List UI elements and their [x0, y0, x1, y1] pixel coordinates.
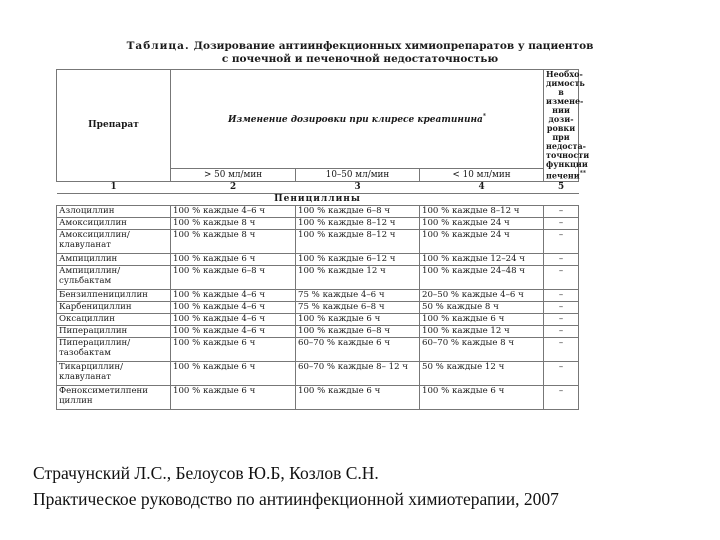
header-drug: Препарат	[57, 70, 171, 182]
dose-10-50: 100 % каждые 6–8 ч	[296, 325, 420, 337]
drug-name: Карбенициллин	[57, 301, 171, 313]
header-hepatic-adjustment: Необхо- димость в измене- нии дози- ровки при недоста- точности функции печени**	[544, 70, 579, 182]
column-number: 1	[57, 181, 171, 193]
drug-name: Тикарциллин/ клавуланат	[57, 361, 171, 385]
hepatic-adjustment: –	[544, 217, 579, 229]
dose-10-50: 60–70 % каждые 6 ч	[296, 337, 420, 361]
drug-name: Бензилпенициллин	[57, 289, 171, 301]
citation	[33, 460, 693, 512]
dose-lt10: 60–70 % каждые 8 ч	[420, 337, 544, 361]
section-title: Пенициллины	[57, 193, 579, 205]
header-crcl-gt50: > 50 мл/мин	[171, 168, 296, 181]
dose-gt50: 100 % каждые 6 ч	[171, 361, 296, 385]
table-row	[57, 313, 579, 325]
hepatic-adjustment: –	[544, 205, 579, 217]
dose-10-50: 75 % каждые 6–8 ч	[296, 301, 420, 313]
dose-lt10: 100 % каждые 6 ч	[420, 385, 544, 409]
table-row	[57, 289, 579, 301]
dose-gt50: 100 % каждые 6 ч	[171, 385, 296, 409]
dose-10-50: 100 % каждые 8–12 ч	[296, 229, 420, 253]
drug-name: Амоксициллин/ клавуланат	[57, 229, 171, 253]
dose-lt10: 100 % каждые 24–48 ч	[420, 265, 544, 289]
dose-lt10: 20–50 % каждые 4–6 ч	[420, 289, 544, 301]
dose-lt10: 100 % каждые 24 ч	[420, 229, 544, 253]
table-row	[57, 337, 579, 361]
column-number: 5	[544, 181, 579, 193]
hepatic-adjustment: –	[544, 361, 579, 385]
dose-gt50: 100 % каждые 4–6 ч	[171, 301, 296, 313]
table-row	[57, 205, 579, 217]
dose-gt50: 100 % каждые 8 ч	[171, 217, 296, 229]
drug-name: Пиперациллин/ тазобактам	[57, 337, 171, 361]
column-numbers-row	[57, 181, 579, 193]
drug-name: Ампициллин/ сульбактам	[57, 265, 171, 289]
hepatic-adjustment: –	[544, 301, 579, 313]
dose-10-50: 100 % каждые 6 ч	[296, 313, 420, 325]
column-number: 3	[296, 181, 420, 193]
table-row	[57, 265, 579, 289]
caption-line-1: Дозирование антиинфекционных химиопрепаратов у пациентов	[193, 40, 594, 52]
hepatic-adjustment: –	[544, 253, 579, 265]
header-crcl-lt10: < 10 мл/мин	[420, 168, 544, 181]
dose-10-50: 75 % каждые 4–6 ч	[296, 289, 420, 301]
dose-10-50: 100 % каждые 6–8 ч	[296, 205, 420, 217]
dose-lt10: 100 % каждые 8–12 ч	[420, 205, 544, 217]
drug-name: Амоксициллин	[57, 217, 171, 229]
table-row	[57, 217, 579, 229]
dose-gt50: 100 % каждые 4–6 ч	[171, 325, 296, 337]
dose-lt10: 100 % каждые 12 ч	[420, 325, 544, 337]
dose-10-50: 100 % каждые 12 ч	[296, 265, 420, 289]
header-crcl-10-50: 10–50 мл/мин	[296, 168, 420, 181]
dose-10-50: 100 % каждые 8–12 ч	[296, 217, 420, 229]
citation-authors: Страчунский Л.С., Белоусов Ю.Б, Козлов С.Н.	[33, 463, 379, 483]
dose-lt10: 50 % каждые 12 ч	[420, 361, 544, 385]
dose-gt50: 100 % каждые 6 ч	[171, 253, 296, 265]
column-number: 4	[420, 181, 544, 193]
section-row	[57, 193, 579, 205]
drug-name: Ампициллин	[57, 253, 171, 265]
table-row	[57, 325, 579, 337]
hepatic-adjustment: –	[544, 325, 579, 337]
table-caption	[100, 40, 620, 66]
dose-10-50: 100 % каждые 6 ч	[296, 385, 420, 409]
drug-name: Феноксиметилпени циллин	[57, 385, 171, 409]
column-number: 2	[171, 181, 296, 193]
table-row	[57, 361, 579, 385]
hepatic-adjustment: –	[544, 229, 579, 253]
hepatic-adjustment: –	[544, 385, 579, 409]
dosing-table	[56, 69, 590, 410]
header-dose-change: Изменение дозировки при клиресе креатинина*	[171, 70, 544, 169]
hepatic-adjustment: –	[544, 313, 579, 325]
table-row	[57, 301, 579, 313]
table-row	[57, 229, 579, 253]
dose-10-50: 60–70 % каждые 8– 12 ч	[296, 361, 420, 385]
table-row	[57, 253, 579, 265]
caption-label: Таблица.	[126, 40, 190, 52]
hepatic-adjustment: –	[544, 265, 579, 289]
dose-gt50: 100 % каждые 4–6 ч	[171, 205, 296, 217]
dose-gt50: 100 % каждые 4–6 ч	[171, 313, 296, 325]
hepatic-adjustment: –	[544, 337, 579, 361]
citation-title: Практическое руководство по антиинфекционной химиотерапии, 2007	[33, 489, 559, 509]
caption-line-2: с почечной и печеночной недостаточностью	[221, 53, 499, 65]
dose-lt10: 100 % каждые 24 ч	[420, 217, 544, 229]
dose-gt50: 100 % каждые 8 ч	[171, 229, 296, 253]
dose-10-50: 100 % каждые 6–12 ч	[296, 253, 420, 265]
dose-gt50: 100 % каждые 6–8 ч	[171, 265, 296, 289]
dose-lt10: 100 % каждые 12–24 ч	[420, 253, 544, 265]
dose-lt10: 100 % каждые 6 ч	[420, 313, 544, 325]
drug-name: Оксациллин	[57, 313, 171, 325]
drug-name: Азлоциллин	[57, 205, 171, 217]
dose-lt10: 50 % каждые 8 ч	[420, 301, 544, 313]
dose-gt50: 100 % каждые 4–6 ч	[171, 289, 296, 301]
hepatic-adjustment: –	[544, 289, 579, 301]
table-row	[57, 385, 579, 409]
drug-name: Пиперациллин	[57, 325, 171, 337]
dose-gt50: 100 % каждые 6 ч	[171, 337, 296, 361]
